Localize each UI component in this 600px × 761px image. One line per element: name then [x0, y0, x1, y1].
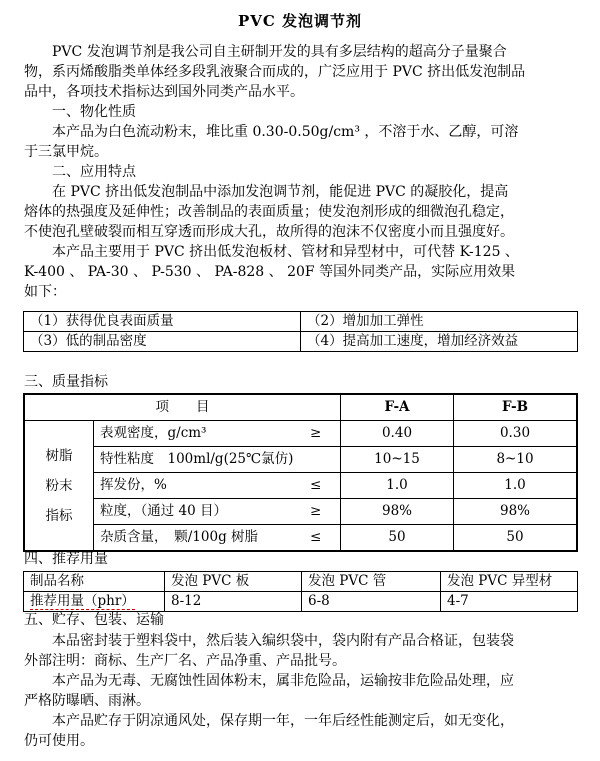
row-cmp: ≤ [304, 473, 341, 499]
section5-line-2: 外部注明：商标、生产厂名、产品净重、产品批号。 [24, 653, 346, 669]
table-header-row [24, 394, 577, 421]
section2-line-5: K-400 、 PA-30 、 P-530 、 PA-828 、 20F 等国外同类产品，实际应用效果 [24, 264, 516, 280]
section2-line-2: 熔体的热强度及延伸性；改善制品的表面质量；使发泡剂形成的细微泡孔稳定， [24, 204, 514, 220]
intro-line-3: 品中，各项技术指标达到国外同类产品水平。 [24, 84, 304, 100]
section2-heading: 二、应用特点 [52, 164, 136, 180]
header-fb: F-B [454, 394, 578, 421]
dosage-header-cell: 发泡 PVC 板 [165, 572, 302, 592]
row-name: 表观密度，g/cm³ [94, 421, 305, 447]
section5-line-6: 仍可使用。 [24, 733, 94, 749]
dosage-cell [24, 592, 165, 612]
group-label [24, 421, 94, 552]
effect-cell: （4）提高加工速度，增加经济效益 [301, 332, 578, 352]
effects-table [23, 311, 578, 352]
row-fb: 0.30 [454, 421, 578, 447]
header-item: 项 目 [24, 394, 341, 421]
table-row [24, 592, 578, 612]
row-name: 粒度，（通过 40 目） [94, 499, 305, 525]
group-label-line: 指标 [45, 507, 73, 524]
effect-cell: （2）增加加工弹性 [301, 312, 578, 332]
row-fa: 98% [341, 499, 454, 525]
row-fb: 50 [454, 525, 578, 552]
row-fa: 50 [341, 525, 454, 552]
row-cmp: ≥ [304, 499, 341, 525]
section2-line-3: 不使泡孔壁破裂而相互穿透而形成大孔，故所得的泡沫不仅密度小而且强度好。 [24, 224, 514, 240]
table-row [24, 421, 577, 447]
section1-heading: 一、物化性质 [52, 104, 136, 120]
table-header-row [24, 572, 578, 592]
table-row [24, 499, 577, 525]
table-row [24, 312, 578, 332]
table-row [24, 447, 577, 473]
effect-cell: （1）获得优良表面质量 [24, 312, 301, 332]
row-fa: 10~15 [341, 447, 454, 473]
header-fa: F-A [341, 394, 454, 421]
section1-line-2: 于三氯甲烷。 [24, 144, 108, 160]
quality-table [23, 393, 578, 552]
dosage-table [23, 571, 578, 612]
section5-line-4: 严格防曝晒、雨淋。 [24, 693, 150, 709]
document-title: PVC 发泡调节剂 [237, 12, 363, 30]
row-name: 杂质含量， 颗/100g 树脂 [94, 525, 305, 552]
row-name: 特性粘度 100ml/g(25℃氯仿) [94, 447, 305, 473]
dosage-cell: 6-8 [302, 592, 441, 612]
dosage-header-cell: 发泡 PVC 管 [302, 572, 441, 592]
row-cmp [304, 447, 341, 473]
row-fa: 0.40 [341, 421, 454, 447]
section5-line-3: 本产品为无毒、无腐蚀性固体粉末，属非危险品，运输按非危险品处理，应 [52, 673, 514, 689]
row-fb: 8~10 [454, 447, 578, 473]
section2-line-1: 在 PVC 挤出低发泡制品中添加发泡调节剂，能促进 PVC 的凝胶化，提高 [52, 184, 509, 200]
group-label-line: 树脂 [45, 447, 73, 464]
intro-line-1: PVC 发泡调节剂是我公司自主研制开发的具有多层结构的超高分子量聚合 [52, 44, 507, 60]
row-cmp: ≤ [304, 525, 341, 552]
dosage-row-label: 推荐用量（phr） [30, 593, 135, 609]
row-cmp: ≥ [304, 421, 341, 447]
section2-line-4: 本产品主要用于 PVC 挤出低发泡板材、管材和异型材中，可代替 K-125 、 [52, 244, 519, 260]
row-fb: 1.0 [454, 473, 578, 499]
section5-heading: 五、贮存、包装、运输 [24, 612, 164, 628]
section1-line-1: 本产品为白色流动粉末，堆比重 0.30-0.50g/cm³ ，不溶于水、乙醇，可溶 [52, 124, 519, 140]
table-row [24, 473, 577, 499]
table-row [24, 332, 578, 352]
section5-line-5: 本产品贮存于阴凉通风处，保存期一年，一年后经性能测定后，如无变化， [52, 713, 514, 729]
section4-heading: 四、推荐用量 [24, 551, 108, 567]
row-name: 挥发份，% [94, 473, 305, 499]
effect-cell: （3）低的制品密度 [24, 332, 301, 352]
section3-heading: 三、质量指标 [24, 374, 108, 390]
table-row [24, 525, 577, 552]
dosage-header-cell: 发泡 PVC 异型材 [441, 572, 578, 592]
group-label-line: 粉末 [45, 477, 73, 494]
intro-line-2: 物，系丙烯酸脂类单体经多段乳液聚合而成的，广泛应用于 PVC 挤出低发泡制品 [24, 64, 526, 80]
section2-line-6: 如下： [24, 284, 66, 300]
dosage-cell: 4-7 [441, 592, 578, 612]
row-fa: 1.0 [341, 473, 454, 499]
dosage-cell: 8-12 [165, 592, 302, 612]
dosage-header-cell: 制品名称 [24, 572, 165, 592]
section5-line-1: 本品密封装于塑料袋中，然后装入编织袋中，袋内附有产品合格证，包装袋 [52, 633, 514, 649]
row-fb: 98% [454, 499, 578, 525]
